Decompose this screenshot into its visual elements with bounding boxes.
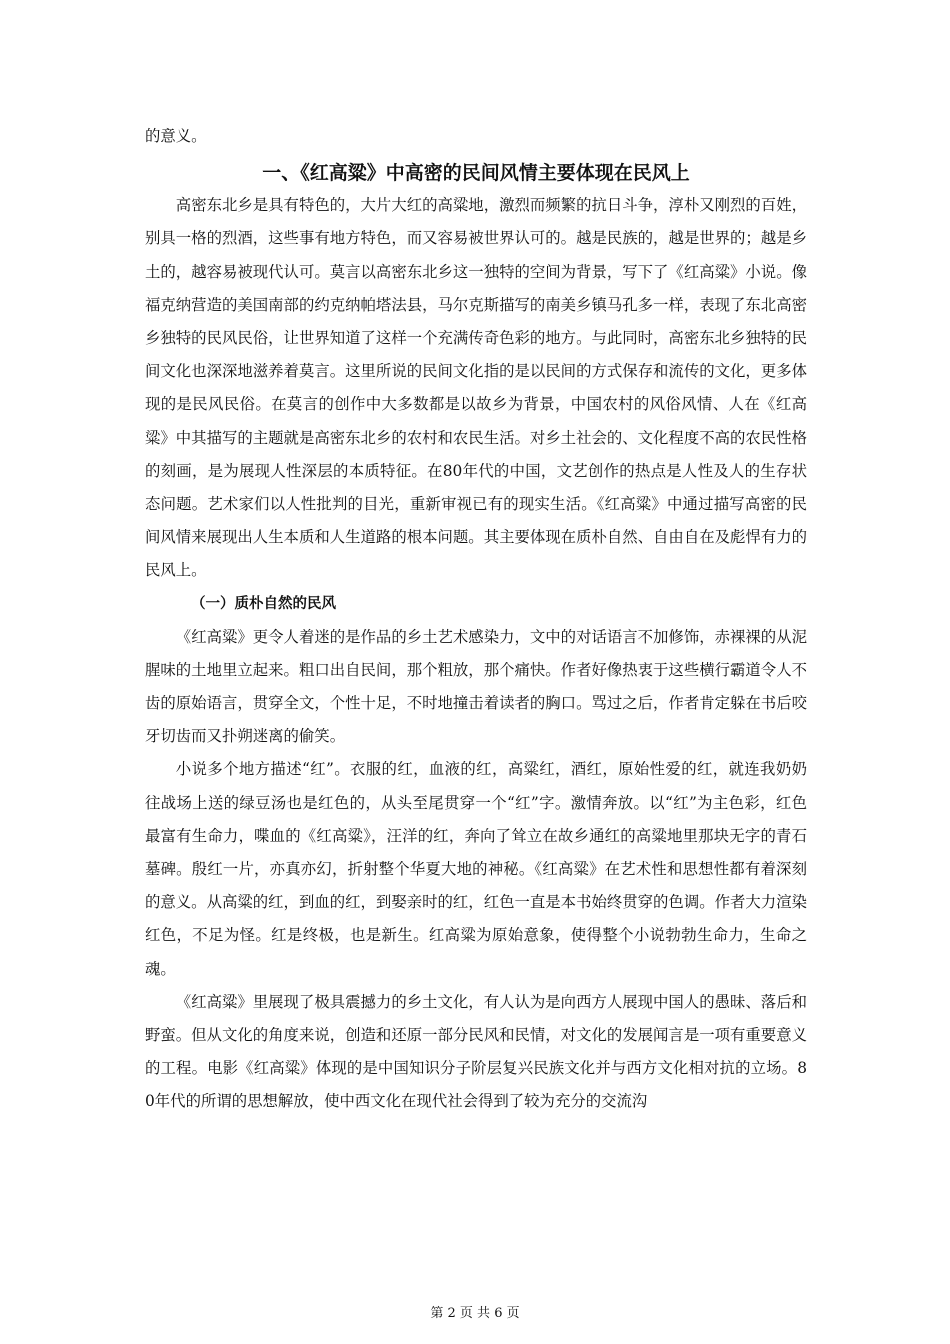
subsection-heading: （一）质朴自然的民风 bbox=[191, 595, 336, 612]
paragraph-culture: 《红高粱》里展现了极具震撼力的乡土文化，有人认为是向西方人展现中国人的愚昧、落后和野蛮。但从文化的角度来说，创造和还原一部分民风和民情，对文化的发展闻言是一项有重要意义的工程。电影《红高粱》体现的是中国知识分子阶层复兴民族文化并与西方文化相对抗的立场。80年代的所谓的思想解放，使中西文化在现代社会得到了较为充分的交流沟 bbox=[145, 992, 807, 1111]
section-heading: 一、《红高粱》中高密的民间风情主要体现在民风上 bbox=[262, 162, 690, 185]
page-content bbox=[145, 120, 807, 1119]
paragraph-intro: 高密东北乡是具有特色的，大片大红的高粱地，激烈而频繁的抗日斗争，淳朴又刚烈的百姓，别具一格的烈酒，这些事有地方特色，而又容易被世界认可的。越是民族的，越是世界的；越是乡土的，越容易被现代认可。莫言以高密东北乡这一独特的空间为背景，写下了《红高粱》小说。像福克纳营造的美国南部的约克纳帕塔法县，马尔克斯描写的南美乡镇马孔多一样，表现了东北高密乡独特的民风民俗，让世界知道了这样一个充满传奇色彩的地方。与此同时，高密东北乡独特的民间文化也深深地滋养着莫言。这里所说的民间文化指的是以民间的方式保存和流传的文化，更多体现的是民风民俗。在莫言的创作中大多数都是以故乡为背景，中国农村的风俗风情、人在《红高粱》中其描写的主题就是高密东北乡的农村和农民生活。对乡土社会的、文化程度不高的农民性格的刻画，是为展现人性深层的本质特征。在80年代的中国，文艺创作的热点是人性及人的生存状态问题。艺术家们以人性批判的目光，重新审视已有的现实生活。《红高粱》中通过描写高密的民间风情来展现出人生本质和人生道路的根本问题。其主要体现在质朴自然、自由自在及彪悍有力的民风上。 bbox=[145, 196, 807, 580]
paragraph-language: 《红高粱》更令人着迷的是作品的乡土艺术感染力，文中的对话语言不加修饰，赤裸裸的从泥腥味的土地里立起来。粗口出自民间，那个粗放，那个痛快。作者好像热衷于这些横行霸道令人不齿的原始语言，贯穿全文，个性十足，不时地撞击着读者的胸口。骂过之后，作者肯定躲在书后咬牙切齿而又扑朔迷离的偷笑。 bbox=[145, 627, 807, 746]
paragraph-red: 小说多个地方描述“红”。衣服的红，血液的红，高粱红，酒红，原始性爱的红，就连我奶奶往战场上送的绿豆汤也是红色的，从头至尾贯穿一个“红”字。激情奔放。以“红”为主色彩，红色最富有生命力，喋血的《红高粱》，汪洋的红，奔向了耸立在故乡通红的高粱地里那块无字的青石墓碑。殷红一片，亦真亦幻，折射整个华夏大地的神秘。《红高粱》在艺术性和思想性都有着深刻的意义。从高粱的红，到血的红，到娶亲时的红，红色一直是本书始终贯穿的色调。作者大力渲染红色，不足为怪。红是终极，也是新生。红高粱为原始意象，使得整个小说勃勃生命力，生命之魂。 bbox=[145, 760, 807, 978]
page-footer: 第 2 页 共 6 页 bbox=[430, 1306, 520, 1321]
leading-fragment: 的意义。 bbox=[145, 127, 207, 145]
